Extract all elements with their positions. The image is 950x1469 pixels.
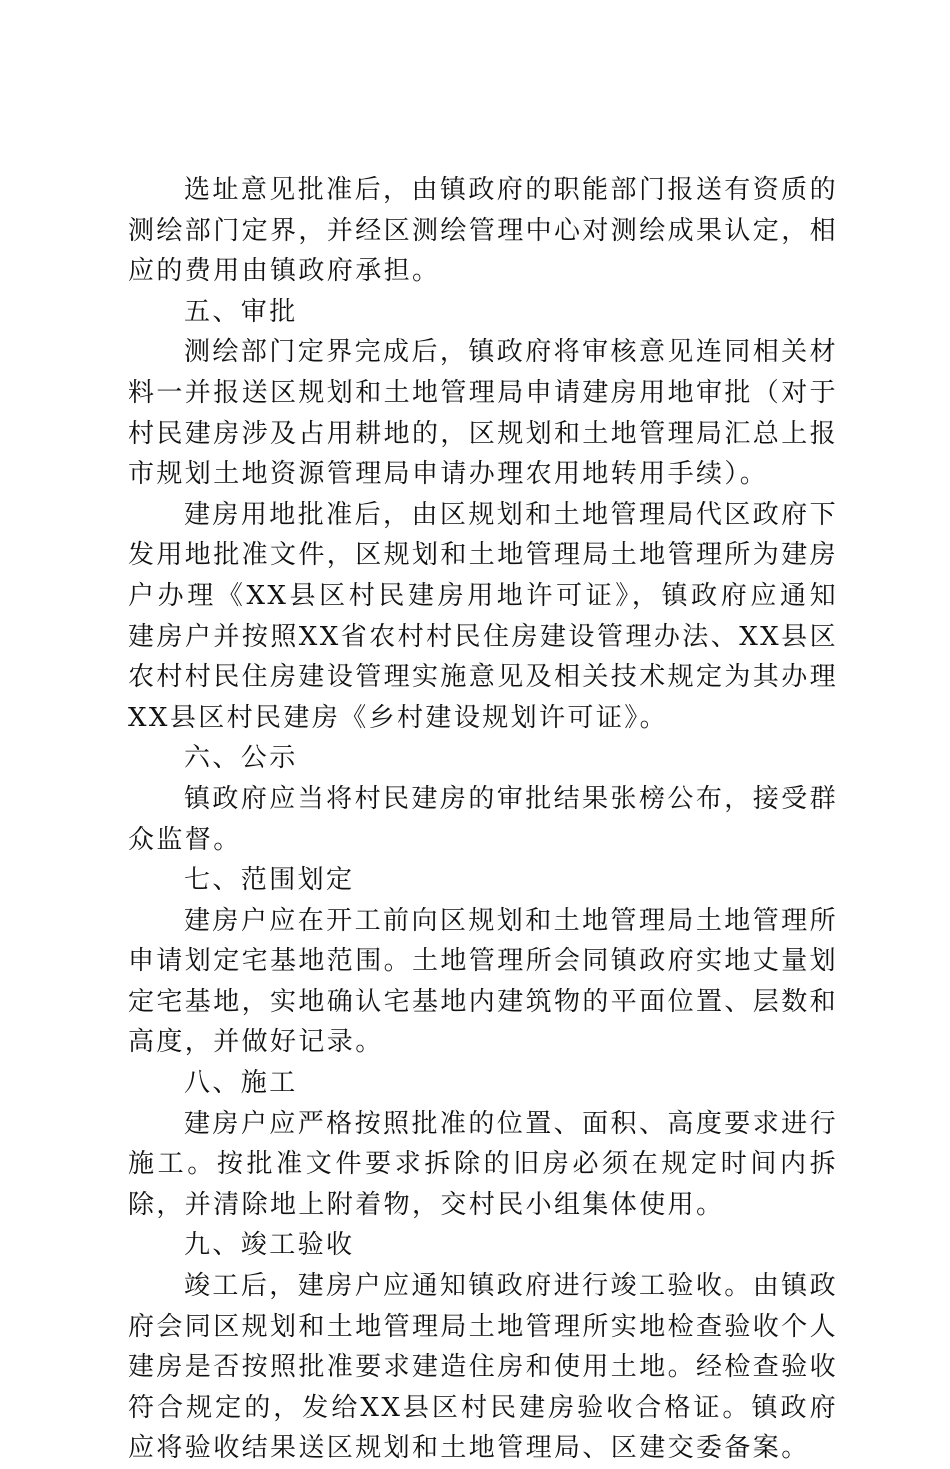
paragraph-site-approval: 选址意见批准后，由镇政府的职能部门报送有资质的测绘部门定界，并经区测绘管理中心对测绘成果认定，相应的费用由镇政府承担。 xyxy=(128,175,839,287)
section-heading-acceptance: 九、竣工验收 xyxy=(184,1230,355,1261)
paragraph-construction: 建房户应严格按照批准的位置、面积、高度要求进行施工。按批准文件要求拆除的旧房必须在规定时间内拆除，并清除地上附着物，交村民小组集体使用。 xyxy=(128,1108,838,1220)
section-heading-boundary: 七、范围划定 xyxy=(184,865,355,896)
paragraph-land-use-permit: 建房用地批准后，由区规划和土地管理局代区政府下发用地批准文件，区规划和土地管理局土地管理所为建房户办理《XX县区村民建房用地许可证》，镇政府应通知建房户并按照XX省农村村民住房建设管理办法、XX县区农村村民住房建设管理实施意见及相关技术规定为其办理XX县区村民建房《乡村建设规划许可证》。 xyxy=(128,499,839,733)
section-heading-publicity: 六、公示 xyxy=(184,743,298,774)
paragraph-boundary: 建房户应在开工前向区规划和土地管理局土地管理所申请划定宅基地范围。土地管理所会同镇政府实地丈量划定宅基地，实地确认宅基地内建筑物的平面位置、层数和高度，并做好记录。 xyxy=(128,905,839,1058)
section-heading-approval: 五、审批 xyxy=(184,296,298,327)
paragraph-approval-submission: 测绘部门定界完成后，镇政府将审核意见连同相关材料一并报送区规划和土地管理局申请建房用地审批（对于村民建房涉及占用耕地的，区规划和土地管理局汇总上报市规划土地资源管理局申请办理农用地转用手续）。 xyxy=(128,337,839,490)
document-body xyxy=(128,170,838,1469)
section-heading-construction: 八、施工 xyxy=(184,1068,298,1099)
paragraph-acceptance: 竣工后，建房户应通知镇政府进行竣工验收。由镇政府会同区规划和土地管理局土地管理所实地检查验收个人建房是否按照批准要求建造住房和使用土地。经检查验收符合规定的，发给XX县区村民建房验收合格证。镇政府应将验收结果送区规划和土地管理局、区建交委备案。 xyxy=(128,1271,839,1464)
paragraph-publicity: 镇政府应当将村民建房的审批结果张榜公布，接受群众监督。 xyxy=(128,783,838,855)
